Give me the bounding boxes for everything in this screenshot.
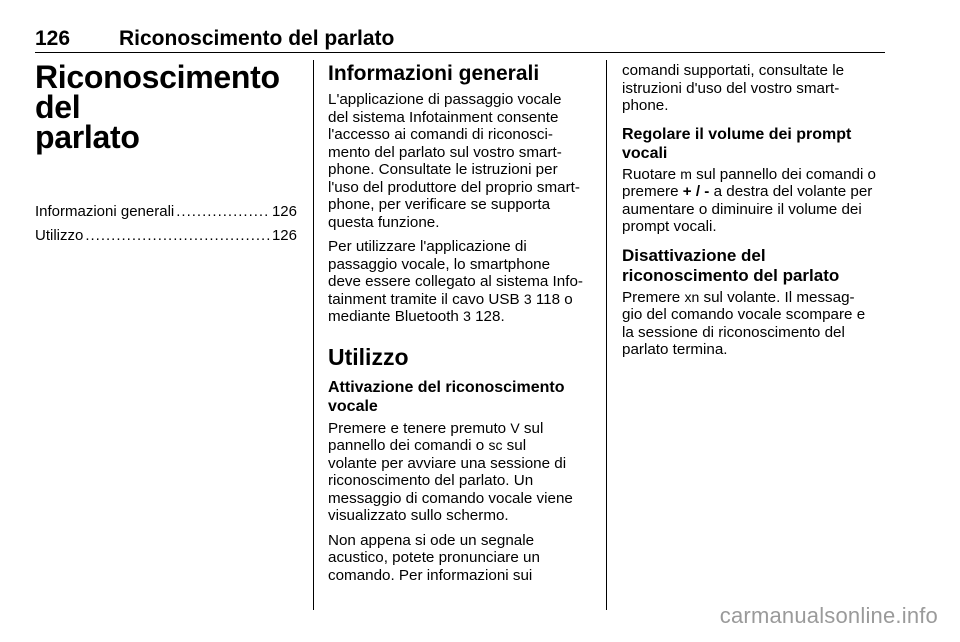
paragraph-intro: L'applicazione di passaggio vocale del sistema Infotainment consente l'accesso ai comandi di riconosci- mento del parlato sul vostro smart- phone. Consultate le istruzioni per l'uso del produttore del proprio smart- phone, per verificare se supporta questa funzione. xyxy=(328,91,580,231)
voice-control-icon: sc xyxy=(488,437,503,453)
watermark: carmanualsonline.info xyxy=(719,603,938,628)
paragraph-comandi: comandi supportati, consultate le istruzioni d'uso del vostro smart- phone. xyxy=(622,62,845,114)
end-call-icon: xn xyxy=(684,288,700,305)
volume-buttons-text: + / - xyxy=(682,183,710,200)
paragraph-usb-bluetooth xyxy=(328,238,590,326)
paragraph-volume xyxy=(622,166,888,236)
page-number: 126 xyxy=(35,27,71,50)
toc-entry-page: 126 xyxy=(271,227,297,244)
toc-entry-label: Utilizzo xyxy=(35,227,84,244)
table-of-contents xyxy=(35,201,297,249)
toc-entry-informazioni-generali[interactable] xyxy=(35,201,297,225)
page-ref-arrow-icon: 3 xyxy=(463,308,471,324)
paragraph-text: a destra del volante per aumentare o diminuire il volume dei prompt vocali. xyxy=(622,183,873,235)
chapter-title xyxy=(35,59,297,155)
paragraph-text: Per utilizzare l'applicazione di passaggio vocale, lo smartphone deve essere collegato al sistema Info- tainment tramite il cavo USB xyxy=(328,238,583,308)
section-heading-informazioni: Informazioni generali xyxy=(328,62,540,85)
page-header xyxy=(35,27,885,53)
subheading-attivazione: Attivazione del riconoscimento vocale xyxy=(328,378,565,415)
toc-leader-dots xyxy=(176,201,270,223)
running-title: Riconoscimento del parlato xyxy=(119,27,395,50)
paragraph-disattivazione xyxy=(622,289,888,359)
paragraph-text: 128. xyxy=(470,308,505,325)
paragraph-text: sul pannello dei comandi o premere xyxy=(622,165,876,200)
toc-entry-label: Informazioni generali xyxy=(35,203,175,220)
rotary-knob-icon: m xyxy=(680,165,692,182)
column-divider-2 xyxy=(606,60,607,610)
paragraph-text: sul volante. Il messag- gio del comando vocale scompare e la sessione di riconoscimento del parlato termina. xyxy=(622,288,866,358)
page-ref-arrow-icon: 3 xyxy=(523,290,532,307)
toc-leader-dots xyxy=(85,225,270,247)
header-rule xyxy=(35,52,885,53)
toc-entry-page: 126 xyxy=(271,203,297,220)
paragraph-attivazione xyxy=(328,420,590,525)
paragraph-text: Premere xyxy=(622,288,685,306)
paragraph-text: sul pannello dei comandi o xyxy=(328,419,544,454)
column-divider-1 xyxy=(313,60,314,610)
paragraph-text: 118 o mediante Bluetooth xyxy=(328,290,573,325)
paragraph-text: Ruotare xyxy=(622,165,681,183)
chapter-title-line1: Riconoscimento del xyxy=(35,59,280,125)
section-heading-utilizzo: Utilizzo xyxy=(328,343,409,370)
paragraph-text: Premere e tenere premuto xyxy=(328,419,511,437)
phone-icon: V xyxy=(510,419,520,436)
paragraph-segnale: Non appena si ode un segnale acustico, potete pronunciare un comando. Per informazioni sui xyxy=(328,531,540,584)
subheading-disattivazione: Disattivazione del riconoscimento del parlato xyxy=(622,245,840,285)
toc-entry-utilizzo[interactable] xyxy=(35,225,297,249)
subheading-volume: Regolare il volume dei prompt vocali xyxy=(622,125,852,162)
chapter-title-line2: parlato xyxy=(35,119,140,155)
paragraph-text: sul volante per avviare una sessione di riconoscimento del parlato. Un messaggio di comando vocale viene visualizzato sullo schermo. xyxy=(328,437,573,524)
middle-column xyxy=(328,62,590,591)
right-column xyxy=(622,62,888,366)
sidebar-column xyxy=(35,59,297,249)
